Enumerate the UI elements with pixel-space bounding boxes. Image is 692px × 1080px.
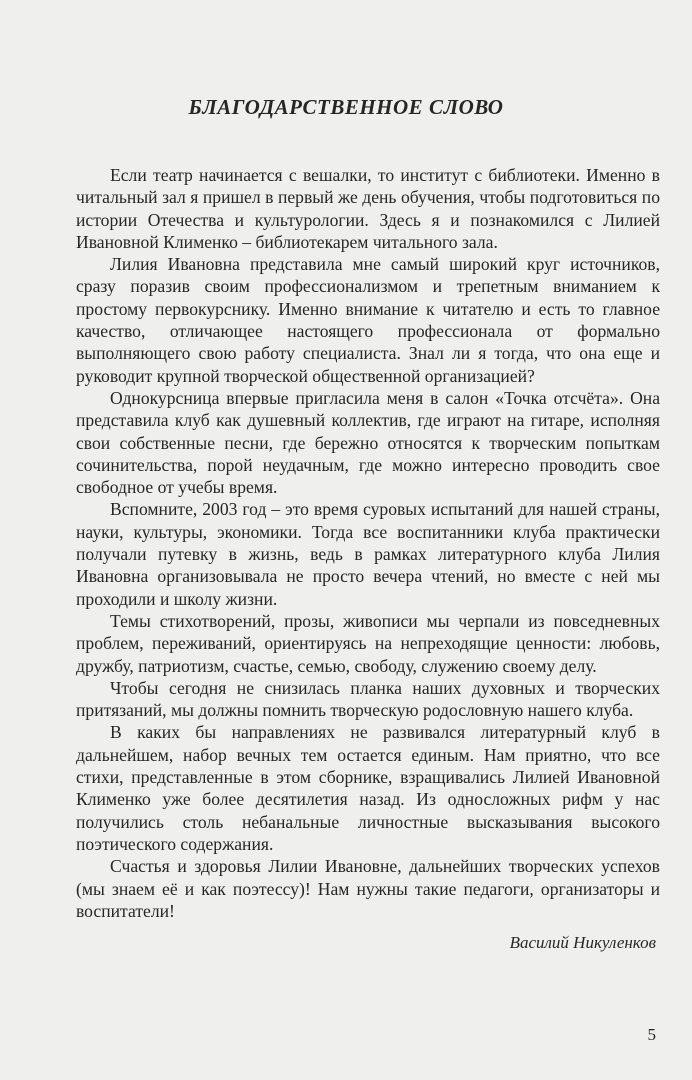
paragraph: Лилия Ивановна представила мне самый широкий круг источников, сразу поразив своим профессионализмом и трепетным вниманием к простому первокурснику. Именно внимание к читателю и есть то главное качество, отличающее настоящего профессионала от формально выполняющего свою работу специалиста. Знал ли я тогда, что она еще и руководит крупной творческой общественной организацией?	[76, 254, 660, 386]
paragraph: Чтобы сегодня не снизилась планка наших духовных и творческих притязаний, мы должны помнить творческую родословную нашего клуба.	[76, 677, 660, 721]
page-title: БЛАГОДАРСТВЕННОЕ СЛОВО	[188, 95, 504, 119]
paragraph: Темы стихотворений, прозы, живописи мы черпали из повседневных проблем, переживаний, ориентируясь на непреходящие ценности: любовь, дружбу, патриотизм, счастье, семью, свободу, служению своему делу.	[76, 610, 660, 676]
page-number: 5	[647, 1025, 656, 1044]
paragraph: Счастья и здоровья Лилии Ивановне, дальнейших творческих успехов (мы знаем её и как поэтессу)! Нам нужны такие педагоги, организаторы и воспитатели!	[76, 856, 660, 921]
author-signature: Василий Никуленков	[509, 933, 656, 952]
paragraph: В каких бы направлениях не развивался литературный клуб в дальнейшем, набор вечных тем остается единым. Нам приятно, что все стихи, представленные в этом сборнике, взращивались Лилией Ивановной Клименко уже более десятилетия назад. Из односложных рифм у нас получились столь небанальные личностные высказывания высокого поэтического содержания.	[76, 722, 660, 854]
paragraph: Вспомните, 2003 год – это время суровых испытаний для нашей страны, науки, культуры, экономики. Тогда все воспитанники клуба практически получали путевку в жизнь, ведь в рамках литературного клуба Лилия Ивановна организовывала не просто вечера чтений, но вместе с ней мы проходили и школу жизни.	[76, 499, 660, 609]
paragraph: Однокурсница впервые пригласила меня в салон «Точка отсчёта». Она представила клуб как душевный коллектив, где играют на гитаре, исполняя свои собственные песни, где бережно относятся к творческим попыткам сочинительства, порой неудачным, где можно интересно проводить свое свободное от учебы время.	[76, 387, 660, 498]
paragraph: Если театр начинается с вешалки, то институт с библиотеки. Именно в читальный зал я пришел в первый же день обучения, чтобы подготовиться по истории Отечества и культурологии. Здесь я и познакомился с Лилией Ивановной Клименко – библиотекарем читального зала.	[76, 165, 660, 252]
body-text	[76, 164, 660, 922]
